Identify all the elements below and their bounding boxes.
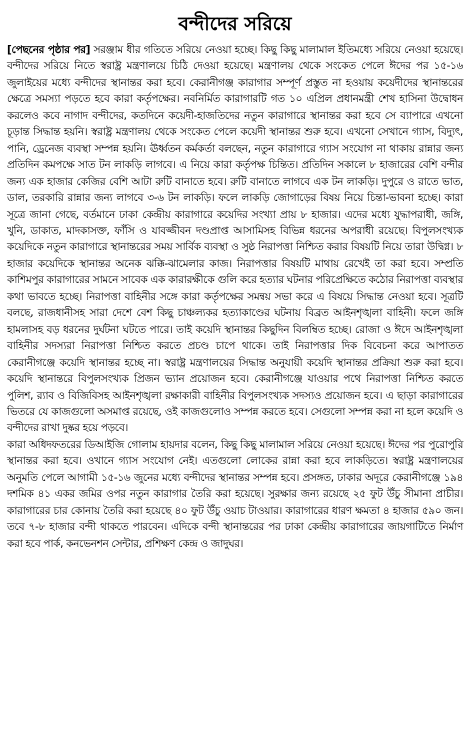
continued-from-label: [পেছনের পৃষ্ঠার পর] xyxy=(7,44,91,56)
paragraph-1-text: সরঞ্জাম ধীর গতিতে সরিয়ে নেওয়া হচ্ছে। কিছু কিছু মালামাল ইতিমধ্যে সরিয়ে নেওয়া হয়েছে। বন্দীদের সরিয়ে নিতে স্বরাষ্ট্র মন্ত্রণালয়ে চিঠি দেওয়া হয়েছে। মন্ত্রণালয় থেকে সংকেত পেলে ঈদের পর ১৫-১৬ জুলাইয়ের মধ্যে বন্দীদের স্থানান্তর করা হবে। কেরানীগঞ্জ কারাগার সম্পূর্ণ প্রস্তুত না হওয়ায় কয়েদীদের স্থানান্তরের ক্ষেত্রে সমস্যা পড়তে হবে কারা কর্তৃপক্ষের। নবনির্মিত কারাগারটি গত ১০ এপ্রিল প্রধানমন্ত্রী শেখ হাসিনা উদ্বোধন করলেও কবে নাগাদ বন্দীদের, কতদিনে কয়েদী-হাজতিদের নতুন কারাগারে স্থানান্তর করা হবে সে ব্যাপারে এখনো চূড়ান্ত সিদ্ধান্ত হয়নি। স্বরাষ্ট্র মন্ত্রণালয় থেকে সংকেত পেলে কয়েদী স্থানান্তর শুরু হবে। এখনো সেখানে গ্যাস, বিদ্যুৎ, পানি, ড্রেনেজ ব্যবস্থা সম্পন্ন হয়নি। ঊর্ধ্বতন কর্মকর্তা বলছেন, নতুন কারাগারে গ্যাস সংযোগ না থাকায় রান্নার জন্য প্রতিদিন কমপক্ষে সাত টন লাকড়ি লাগবে। এ নিয়ে কারা কর্তৃপক্ষ চিন্তিত। প্রতিদিন সকালে ৮ হাজারের বেশি বন্দীর জন্য এক হাজার কেজির বেশি আটা রুটি বানাতে হবে। রুটি বানাতে লাগবে এক টন লাকড়ি। দুপুরে ও রাতে ভাত, ডাল, তরকারি রান্নার জন্য লাগবে ৩-৬ টন লাকড়ি। ফলে লাকড়ি জোগাড়ের বিষয় নিয়ে চিন্তা-ভাবনা হচ্ছে। কারা সূত্রে জানা গেছে, বর্তমানে ঢাকা কেন্দ্রীয় কারাগারে কয়েদির সংখ্যা প্রায় ৮ হাজার। এদের মধ্যে যুদ্ধাপরাধী, জঙ্গি, খুনি, ডাকাত, মাদকাসক্ত, ফাঁসি ও যাবজ্জীবন দণ্ডপ্রাপ্ত আসামিসহ বিভিন্ন ধরনের অপরাধী রয়েছে। বিপুলসংখ্যক কয়েদিকে নতুন কারাগারে স্থানান্তরের সময় সার্বিক ব্যবস্থা ও সুষ্ঠ নিরাপত্তা নিশ্চিত করার বিষয়টি নিয়ে তারা উদ্বিগ্ন। ৮ হাজার কয়েদিকে স্থানান্তর অনেক ঝক্কি-ঝামেলার কাজ। নিরাপত্তার বিষয়টি মাথায় রেখেই তা করা হবে। সম্প্রতি কাশিমপুর কারাগারের সামনে সাবেক এক কারারক্ষীকে গুলি করে হত্যার ঘটনার পরিপ্রেক্ষিতে কঠোর নিরাপত্তা ব্যবস্থার কথা ভাবতে হচ্ছে। নিরাপত্তা বাহিনীর সঙ্গে কারা কর্তৃপক্ষের সমন্বয় সভা করে এ বিষয়ে সিদ্ধান্ত নেওয়া হবে। সূত্রটি বলছে, রাজধানীসহ সারা দেশে বেশ কিছু চাঞ্চল্যকর হত্যাকাণ্ডের ঘটনায় বিব্রত আইনশৃঙ্খলা বাহিনী। ফলে জঙ্গি হামলাসহ বড় ধরনের দুর্ঘটনা ঘটতে পারে। তাই কয়েদি স্থানান্তর কিছুদিন বিলম্বিত হচ্ছে। রোজা ও ঈদে আইনশৃঙ্খলা বাহিনীর সদস্যরা নিরাপত্তা নিশ্চিত করতে প্রচণ্ড চাপে থাকে। তাই নিরাপত্তার দিক বিবেচনা করে আপাতত কেরানীগঞ্জে কয়েদি স্থানান্তর হচ্ছে না। স্বরাষ্ট্র মন্ত্রণালয়ের সিদ্ধান্ত অনুযায়ী কয়েদি স্থানান্তর প্রক্রিয়া শুরু করা হবে। কয়েদি স্থানান্তরে বিপুলসংখ্যক প্রিজন ভ্যান প্রয়োজন হবে। কেরানীগঞ্জে যাওয়ার পথে নিরাপত্তা নিশ্চিত করতে পুলিশ, র‍্যাব ও বিজিবিসহ আইনশৃঙ্খলা রক্ষাকারী বাহিনীর বিপুলসংখ্যক সদস্যও প্রয়োজন হবে। এ ছাড়া কারাগারের ভিতরে যে কাজগুলো অসমাপ্ত রয়েছে, ওই কাজগুলোও সম্পন্ন করতে হবে। সেগুলো সম্পন্ন করা না হলে কয়েদি ও বন্দীদের রাখা দুষ্কর হয়ে পড়বে। xyxy=(7,44,464,435)
headline: বন্দীদের সরিয়ে xyxy=(178,13,292,35)
paragraph-1 xyxy=(7,42,463,437)
article-body xyxy=(7,42,463,552)
paragraph-2: কারা অধিদফতরের ডিআইজি গোলাম হায়দার বলেন, কিছু কিছু মালামাল সরিয়ে নেওয়া হয়েছে। ঈদের পর পুরোপুরি স্থানান্তর করা হবে। ওখানে গ্যাস সংযোগ নেই। এতগুলো লোকের রান্না করা হবে লাকড়িতে। স্বরাষ্ট্র মন্ত্রণালয়ের অনুমতি পেলে আগামী ১৫-১৬ জুনের মধ্যে বন্দীদের স্থানান্তর সম্পন্ন হবে। প্রসঙ্গত, ঢাকার অদূরে কেরানীগঞ্জে ১৯৪ দশমিক ৪১ একর জমির ওপর নতুন কারাগার তৈরি করা হয়েছে। সুরক্ষার জন্য রয়েছে ২৫ ফুট উঁচু সীমানা প্রাচীর। কারাগারের চার কোনায় তৈরি করা হয়েছে ৪০ ফুট উঁচু ওয়াচ টাওয়ার। কারাগারের ধারণ ক্ষমতা ৪ হাজার ৫৯০ জন। তবে ৭-৮ হাজার বন্দী থাকতে পারবেন। এদিকে বন্দী স্থানান্তরের পর ঢাকা কেন্দ্রীয় কারাগারের জায়গাটিতে নির্মাণ করা হবে পার্ক, কনভেনশন সেন্টার, প্রশিক্ষণ কেন্দ্র ও জাদুঘর। xyxy=(7,438,463,550)
